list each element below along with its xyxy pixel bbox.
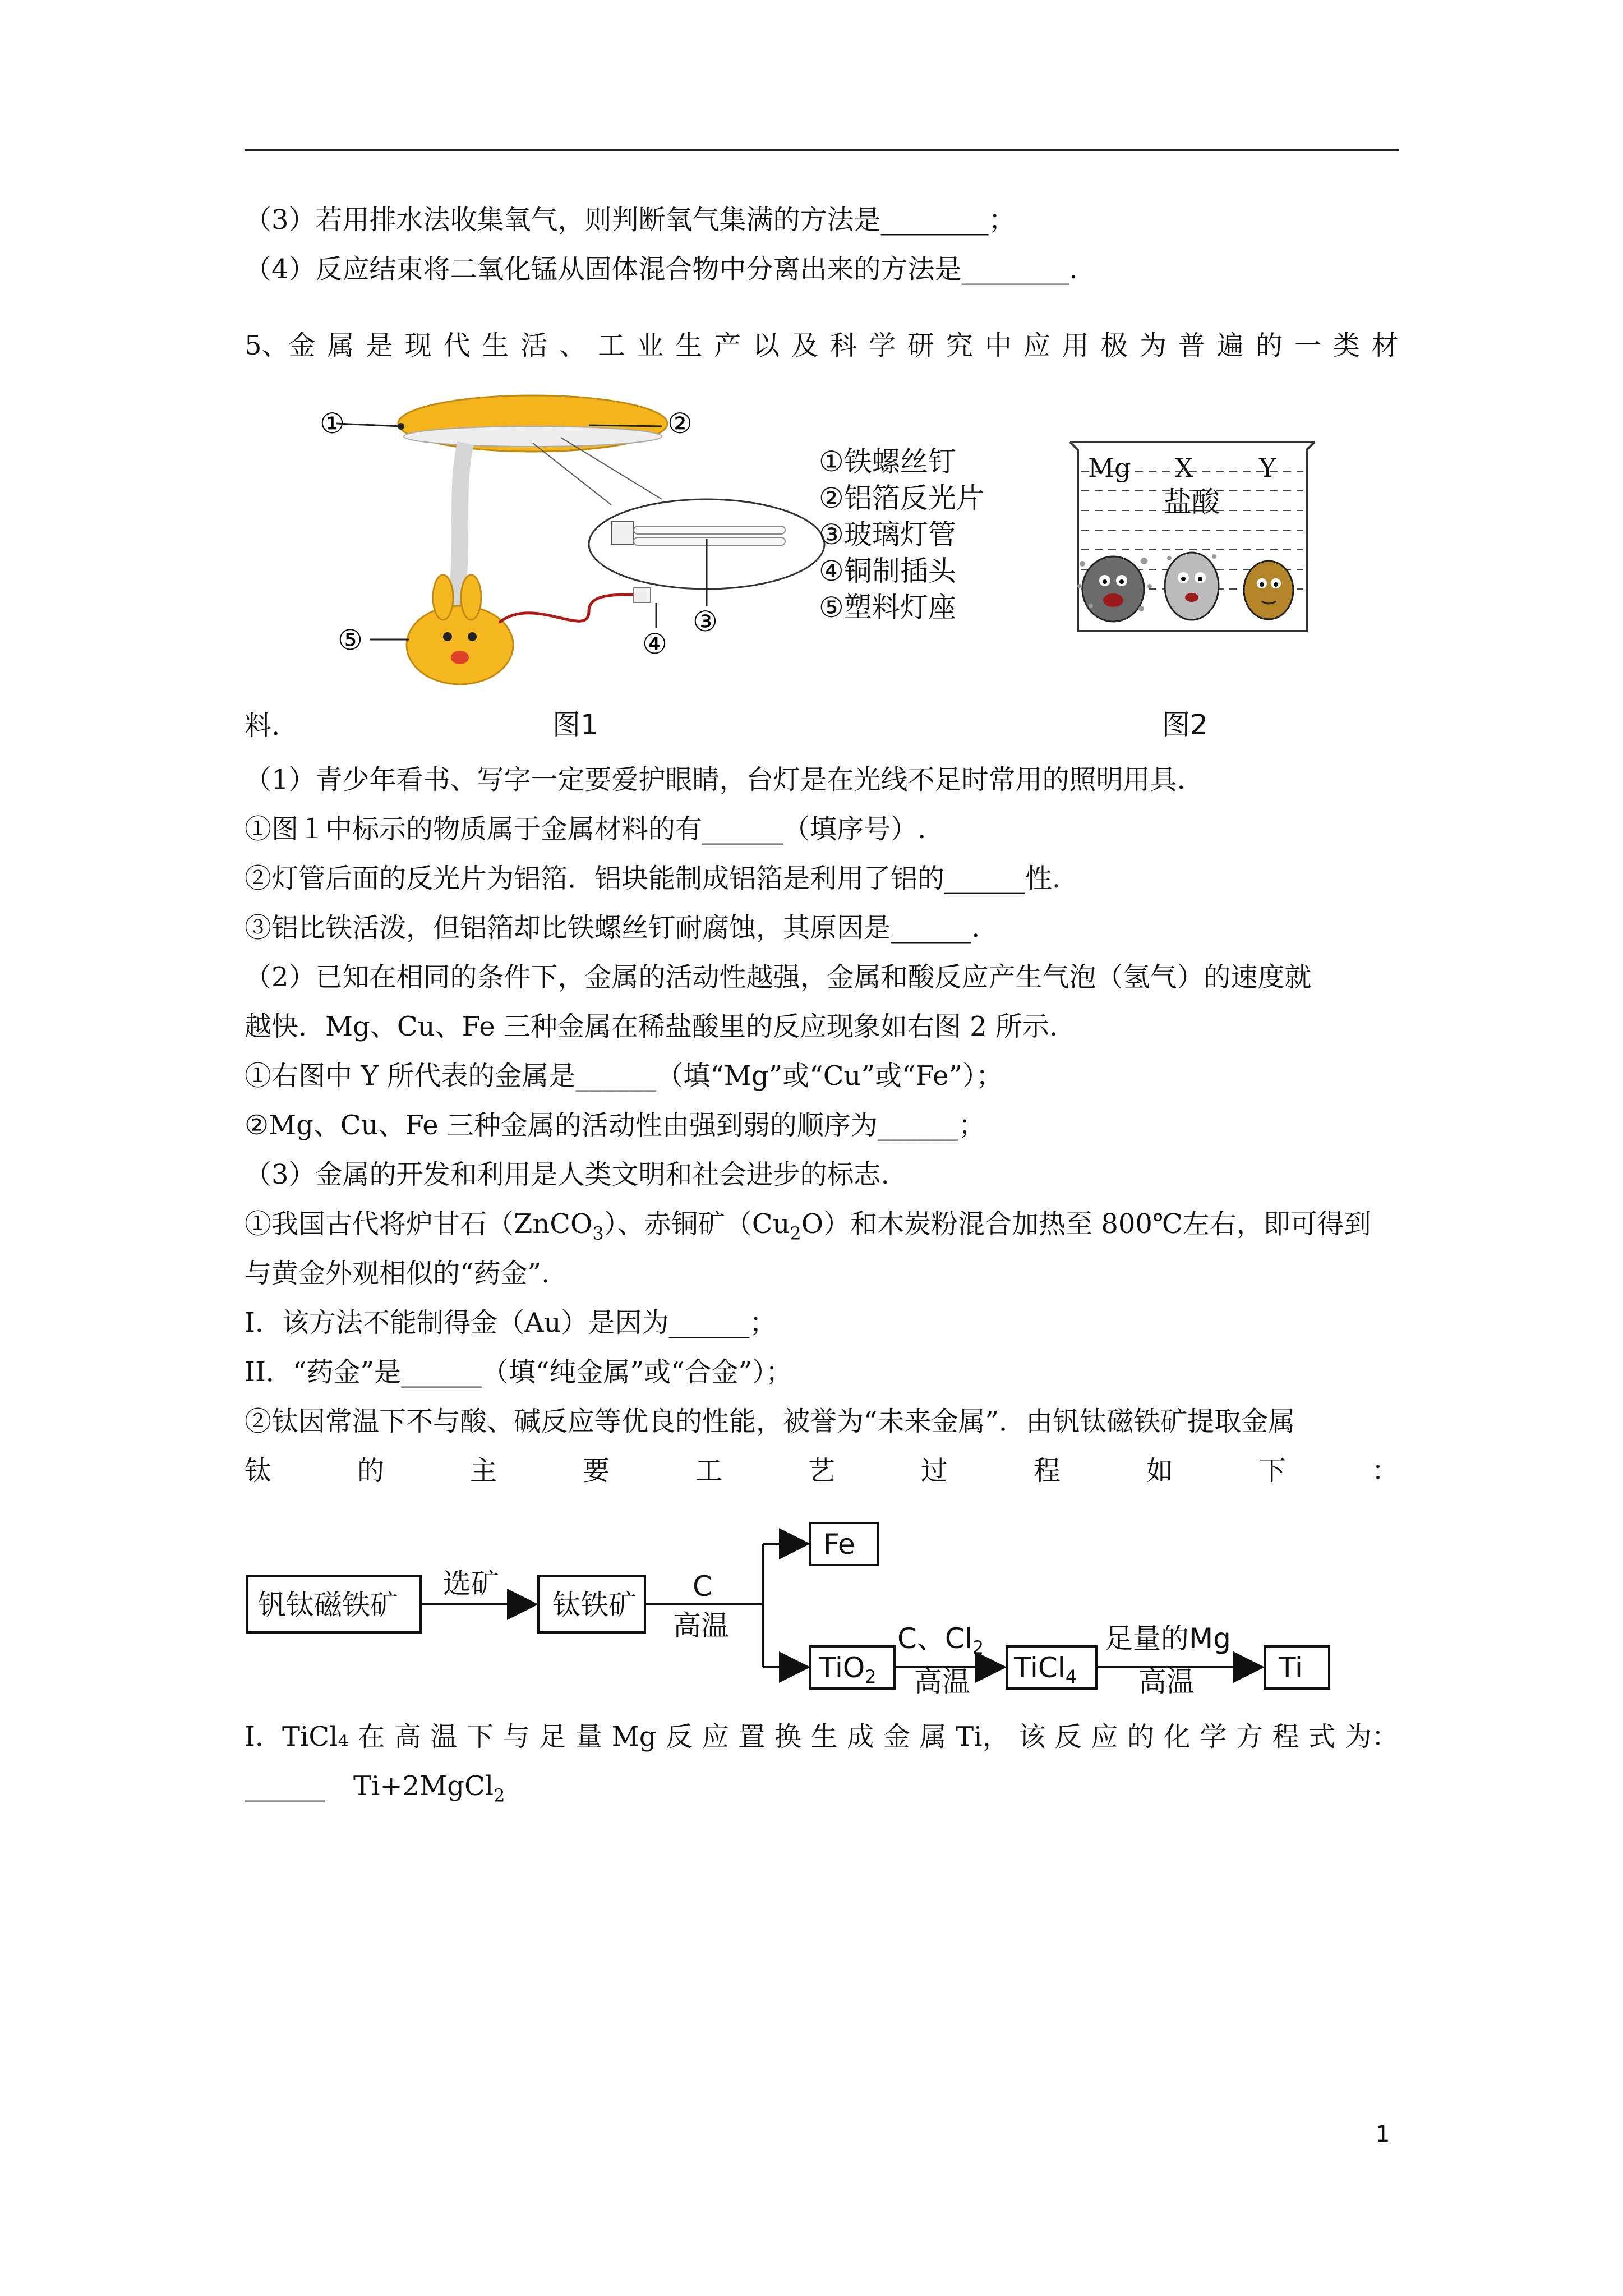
- intro-word: 代: [443, 330, 471, 361]
- intro-word: 产: [714, 330, 741, 361]
- intro-word: 5、金: [245, 330, 316, 361]
- marker-3: ③: [693, 605, 718, 638]
- intro-word: 属: [327, 330, 354, 361]
- final-word: 与: [502, 1721, 530, 1752]
- flow-ore: 钒钛磁铁矿: [258, 1589, 398, 1621]
- final-word: 下: [467, 1721, 494, 1752]
- legend-item-5: ⑤塑料灯座: [819, 591, 956, 624]
- intro-word: 是: [366, 330, 393, 361]
- figure-1-caption: 图1: [552, 708, 598, 741]
- intro-word: 以: [753, 330, 780, 361]
- intro-word: 研: [907, 330, 935, 361]
- final-word: 程: [1272, 1721, 1299, 1752]
- part3-head: （3）金属的开发和利用是人类文明和社会进步的标志.: [245, 1159, 889, 1190]
- flow-ticl4: TiCl$_4$: [1014, 1651, 1077, 1687]
- final-word: 高: [394, 1721, 421, 1752]
- flow-tio2: TiO$_2$: [819, 1651, 877, 1687]
- part3-ii: II．“药金”是______（填“纯金属”或“合金”）；: [245, 1356, 793, 1388]
- acid-label: 盐酸: [1164, 486, 1220, 518]
- final-word: 温: [430, 1721, 458, 1752]
- page-number: 1: [1376, 2122, 1390, 2147]
- q2-line2-word: 要: [582, 1455, 610, 1487]
- flow-step1: 选矿: [443, 1567, 499, 1600]
- q3-text: （3）若用排水法收集氧气，则判断氧气集满的方法是________；: [245, 204, 1016, 236]
- part2-q2: ②Mg、Cu、Fe 三种金属的活动性由强到弱的顺序为______；: [245, 1110, 985, 1141]
- legend-item-2: ②铝箔反光片: [819, 482, 984, 514]
- final-word: 式: [1308, 1721, 1336, 1752]
- part2-head-line2: 越快．Mg、Cu、Fe 三种金属在稀盐酸里的反应现象如右图 2 所示.: [245, 1011, 1058, 1042]
- part2-q1: ①右图中 Y 所代表的金属是______（填“Mg”或“Cu”或“Fe”）；: [245, 1060, 1003, 1092]
- part1-q2: ②灯管后面的反光片为铝箔．铝块能制成铝箔是利用了铝的______性.: [245, 863, 1061, 894]
- final-word: 量: [575, 1721, 603, 1752]
- metal-label-y: Y: [1259, 453, 1276, 483]
- intro-word: 材: [1371, 330, 1399, 361]
- part1-q1: ①图１中标示的物质属于金属材料的有______（填序号）.: [245, 813, 926, 845]
- intro-word: 究: [946, 330, 974, 361]
- final-word: 属: [919, 1721, 947, 1752]
- final-word: Mg: [611, 1721, 657, 1752]
- final-word: 成: [847, 1721, 874, 1752]
- intro-word: 生: [675, 330, 703, 361]
- final-word: 置: [738, 1721, 766, 1752]
- marker-4: ④: [642, 628, 667, 660]
- final-word: 在: [358, 1721, 385, 1752]
- final-word: 反: [666, 1721, 693, 1752]
- q2-line2-word: 艺: [808, 1455, 835, 1487]
- intro-word: 普: [1178, 330, 1205, 361]
- flow-cond1: 高温: [673, 1609, 729, 1642]
- intro-word: 用: [1062, 330, 1089, 361]
- q4-text: （4）反应结束将二氧化锰从固体混合物中分离出来的方法是________.: [245, 254, 1078, 285]
- intro-word: 科: [830, 330, 857, 361]
- final-word: 生: [810, 1721, 838, 1752]
- intro-word: 活: [520, 330, 548, 361]
- figure-2-beaker: [1066, 438, 1318, 639]
- q2-line2-word: 的: [357, 1455, 384, 1487]
- legend-item-1: ①铁螺丝钉: [819, 445, 956, 478]
- intro-word: 中: [984, 330, 1012, 361]
- flow-reagent3: 足量的Mg: [1105, 1622, 1231, 1655]
- intro-word: 业: [637, 330, 664, 361]
- final-word: 化: [1163, 1721, 1191, 1752]
- q2-line2-word: 如: [1146, 1455, 1173, 1487]
- intro-word: 现: [404, 330, 432, 361]
- process-flow-diagram: [241, 1509, 1346, 1700]
- final-word: 反: [1054, 1721, 1082, 1752]
- final-word: 金: [883, 1721, 910, 1752]
- final-word: 方: [1235, 1721, 1263, 1752]
- marker-2: ②: [667, 407, 693, 440]
- q2-line2-word: 钛: [245, 1455, 272, 1487]
- final-question-line2: ______ Ti+2MgCl$_2$: [245, 1770, 505, 1806]
- final-word: I．TiCl₄: [245, 1721, 349, 1752]
- intro-word: 的: [1255, 330, 1283, 361]
- final-word: 应: [702, 1721, 729, 1752]
- final-word: 为：: [1344, 1721, 1399, 1752]
- part3-q2-line2: [245, 1453, 1399, 1489]
- intro-word: 及: [791, 330, 819, 361]
- q2-line2-word: 工: [695, 1455, 722, 1487]
- q2-line2-word: 主: [469, 1455, 497, 1487]
- q2-line2-word: 过: [920, 1455, 948, 1487]
- flow-cond3: 高温: [1138, 1665, 1195, 1698]
- q5-intro: [245, 328, 1399, 364]
- q2-line2-word: 下: [1258, 1455, 1286, 1487]
- final-word: 的: [1127, 1721, 1154, 1752]
- intro-word: 一: [1294, 330, 1321, 361]
- flow-reagent1: C: [693, 1570, 712, 1603]
- legend-item-4: ④铜制插头: [819, 555, 956, 587]
- final-word: 足: [539, 1721, 566, 1752]
- marker-5: ⑤: [338, 624, 363, 656]
- final-word: 应: [1091, 1721, 1118, 1752]
- final-word: 学: [1200, 1721, 1227, 1752]
- q2-line2-word: ：: [1371, 1455, 1399, 1487]
- part2-head-line1: （2）已知在相同的条件下，金属的活动性越强，金属和酸反应产生气泡（氢气）的速度就: [245, 961, 1312, 993]
- header-rule: [245, 149, 1399, 151]
- q2-line2-word: 程: [1033, 1455, 1061, 1487]
- intro-word: 工: [598, 330, 625, 361]
- intro-word: 极: [1100, 330, 1128, 361]
- figure-1-lamp: [297, 381, 1026, 696]
- flow-ti: Ti: [1279, 1651, 1303, 1684]
- final-word: 该: [1018, 1721, 1046, 1752]
- part3-q1-line2: 与黄金外观相似的“药金”.: [245, 1258, 550, 1289]
- flow-reagent2: C、$Cl_2$: [897, 1622, 984, 1658]
- part1-head: （1）青少年看书、写字一定要爱护眼睛，台灯是在光线不足时常用的照明用具.: [245, 764, 1186, 795]
- part1-q3: ③铝比铁活泼，但铝箔却比铁螺丝钉耐腐蚀，其原因是______.: [245, 912, 980, 944]
- intro-word: 类: [1332, 330, 1360, 361]
- part3-q2-line1: ②钛因常温下不与酸、碱反应等优良的性能，被誉为“未来金属”．由钒钛磁铁矿提取金属: [245, 1406, 1295, 1437]
- intro-word: 遍: [1216, 330, 1244, 361]
- flow-cond2: 高温: [914, 1665, 970, 1698]
- intro-word: 为: [1139, 330, 1166, 361]
- flow-fe: Fe: [823, 1528, 855, 1561]
- part3-i: I．该方法不能制得金（Au）是因为______；: [245, 1307, 777, 1338]
- intro-word: 应: [1023, 330, 1050, 361]
- final-question-line1: [245, 1719, 1399, 1755]
- part3-q1-line1: ①我国古代将炉甘石（ZnCO$_3$）、赤铜矿$(Cu_2O)$和木炭粉混合加热至 800℃左右，即可得到: [245, 1208, 1371, 1244]
- q5-intro-end: 料.: [245, 710, 280, 742]
- legend-item-3: ③玻璃灯管: [819, 518, 956, 551]
- intro-word: 生: [482, 330, 509, 361]
- flow-ilmenite: 钛铁矿: [552, 1589, 637, 1621]
- intro-word: 、: [559, 330, 587, 361]
- final-word: 换: [774, 1721, 802, 1752]
- figure-2-caption: 图2: [1162, 708, 1208, 741]
- final-word: Ti，: [956, 1721, 1009, 1752]
- metal-label-x: X: [1175, 453, 1193, 483]
- marker-1: ①: [320, 407, 345, 440]
- intro-word: 学: [869, 330, 896, 361]
- metal-label-mg: Mg: [1088, 453, 1131, 483]
